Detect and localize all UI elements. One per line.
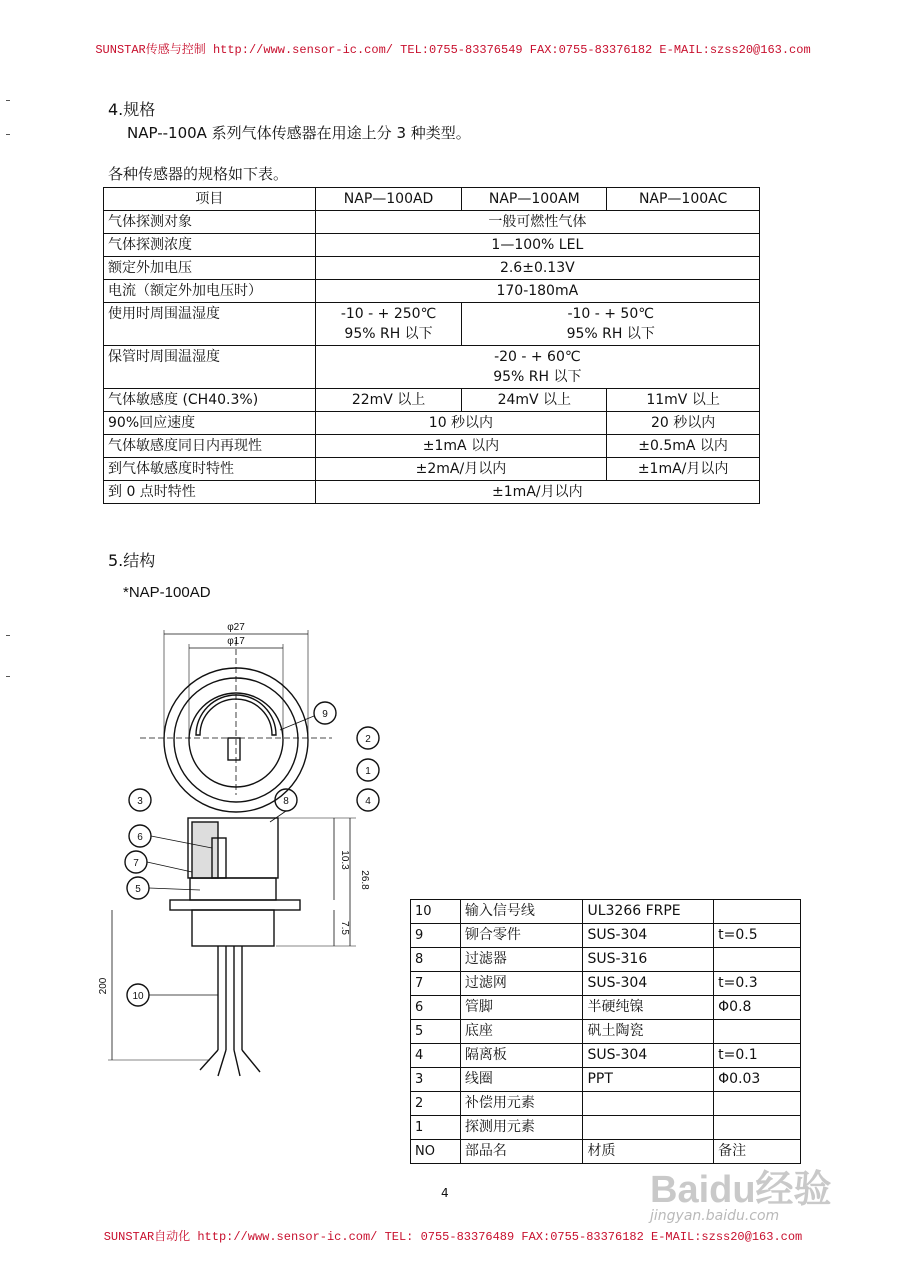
spec-value: 2.6±0.13V — [315, 257, 759, 280]
section-5-title: 5.结构 — [108, 551, 156, 570]
page-footer: SUNSTAR自动化 http://www.sensor-ic.com/ TEL: 0755-83376489 FAX:0755-83376182 E-MAIL:szss20@163.com — [103, 1230, 803, 1244]
spec-value-am: 24mV 以上 — [462, 389, 607, 412]
lower-body — [192, 910, 274, 946]
parts-cell-note: t=0.3 — [714, 972, 801, 996]
spec-row — [104, 412, 760, 435]
spec-header-ad: NAP—100AD — [315, 188, 462, 211]
parts-table — [410, 899, 801, 1164]
spec-value: ±1mA/月以内 — [315, 481, 759, 504]
spec-row — [104, 435, 760, 458]
parts-row — [411, 924, 801, 948]
dim-lead-label: 200 — [98, 977, 109, 995]
spec-row — [104, 211, 760, 234]
spec-row — [104, 481, 760, 504]
parts-cell-name: 过滤网 — [460, 972, 583, 996]
parts-row — [411, 1068, 801, 1092]
parts-cell-no: 1 — [411, 1116, 461, 1140]
section-4-intro: NAP--100A 系列气体传感器在用途上分 3 种类型。 — [127, 124, 471, 142]
parts-cell-material: PPT — [583, 1068, 714, 1092]
parts-row — [411, 948, 801, 972]
parts-cell-no: 6 — [411, 996, 461, 1020]
spec-header-item: 项目 — [104, 188, 316, 211]
parts-cell-no: 9 — [411, 924, 461, 948]
spec-value-line: 95% RH 以下 — [566, 326, 655, 342]
parts-cell-name: 线圈 — [460, 1068, 583, 1092]
parts-cell-note — [714, 1020, 801, 1044]
parts-cell-material: 半硬纯镍 — [583, 996, 714, 1020]
callout-label: 7 — [133, 858, 139, 869]
parts-row — [411, 1020, 801, 1044]
spec-value: 170-180mA — [315, 280, 759, 303]
parts-cell-no: 2 — [411, 1092, 461, 1116]
parts-cell-material: SUS-304 — [583, 1044, 714, 1068]
dim-base-label: 7.5 — [339, 921, 350, 935]
spec-label: 电流（额定外加电压时） — [104, 280, 316, 303]
spec-row — [104, 389, 760, 412]
spec-label: 使用时周围温湿度 — [104, 303, 316, 346]
parts-row — [411, 996, 801, 1020]
page-header: SUNSTAR传感与控制 http://www.sensor-ic.com/ TEL:0755-83376549 FAX:0755-83376182 E-MAIL:szss20@163.com — [95, 43, 811, 57]
parts-cell-material: UL3266 FRPE — [583, 900, 714, 924]
parts-row — [411, 900, 801, 924]
spec-label: 气体探测浓度 — [104, 234, 316, 257]
spec-value-adam: ±2mA/月以内 — [315, 458, 607, 481]
callout-label: 6 — [137, 832, 143, 843]
spec-value-line: 95% RH 以下 — [493, 369, 582, 385]
margin-mark — [6, 134, 10, 135]
model-label: *NAP-100AD — [123, 584, 211, 601]
spec-label: 到气体敏感度时特性 — [104, 458, 316, 481]
parts-cell-no: 8 — [411, 948, 461, 972]
parts-cell-note: t=0.1 — [714, 1044, 801, 1068]
spec-value-line: -10 - + 250℃ — [340, 306, 437, 322]
spec-label: 气体敏感度同日内再现性 — [104, 435, 316, 458]
watermark-logo-text: Baidu经验 — [650, 1169, 832, 1211]
parts-cell-material: SUS-304 — [583, 972, 714, 996]
sensor-structure-diagram — [100, 610, 400, 1170]
lead-ends — [200, 1050, 260, 1076]
page-number: 4 — [441, 1186, 449, 1200]
parts-cell-note: Φ0.8 — [714, 996, 801, 1020]
parts-cell-material: SUS-304 — [583, 924, 714, 948]
parts-cell-material: SUS-316 — [583, 948, 714, 972]
callout-label: 5 — [135, 884, 141, 895]
spec-value-amac — [462, 303, 760, 346]
parts-cell-note: 备注 — [714, 1140, 801, 1164]
parts-cell-name: 输入信号线 — [460, 900, 583, 924]
parts-row — [411, 1092, 801, 1116]
spec-label: 90%回应速度 — [104, 412, 316, 435]
parts-cell-note: Φ0.03 — [714, 1068, 801, 1092]
leader-line — [147, 862, 192, 872]
parts-cell-material: 矾土陶瓷 — [583, 1020, 714, 1044]
margin-mark — [6, 635, 10, 636]
spec-value-ad: 22mV 以上 — [315, 389, 462, 412]
spec-label: 到 0 点时特性 — [104, 481, 316, 504]
margin-mark — [6, 676, 10, 677]
parts-cell-no: NO — [411, 1140, 461, 1164]
spec-value-ac: 11mV 以上 — [607, 389, 760, 412]
callout-label: 2 — [365, 734, 371, 745]
spec-header-row — [104, 188, 760, 211]
spec-value: 一般可燃性气体 — [315, 211, 759, 234]
leader-line — [149, 888, 200, 890]
spec-label: 额定外加电压 — [104, 257, 316, 280]
flange — [170, 900, 300, 910]
parts-cell-name: 探测用元素 — [460, 1116, 583, 1140]
spec-table — [103, 187, 760, 504]
parts-cell-material: 材质 — [583, 1140, 714, 1164]
parts-cell-name: 隔离板 — [460, 1044, 583, 1068]
parts-cell-name: 管脚 — [460, 996, 583, 1020]
spec-value-ac: 20 秒以内 — [607, 412, 760, 435]
parts-cell-note — [714, 1092, 801, 1116]
margin-mark — [6, 100, 10, 101]
parts-row — [411, 1116, 801, 1140]
dim-body-label: 10.3 — [339, 850, 350, 870]
spec-row — [104, 303, 760, 346]
callout-label: 9 — [322, 709, 328, 720]
spec-header-am: NAP—100AM — [462, 188, 607, 211]
dim-outer-label: φ27 — [227, 622, 245, 633]
dim-inner-label: φ17 — [227, 636, 245, 647]
spec-row — [104, 257, 760, 280]
spec-value: 1—100% LEL — [315, 234, 759, 257]
parts-cell-name: 补偿用元素 — [460, 1092, 583, 1116]
section-4-title: 4.规格 — [108, 100, 156, 119]
spec-value-line: 95% RH 以下 — [344, 326, 433, 342]
spec-value-ac: ±1mA/月以内 — [607, 458, 760, 481]
callout-label: 4 — [365, 796, 371, 807]
parts-cell-no: 5 — [411, 1020, 461, 1044]
sensor-element — [228, 738, 240, 760]
callout-label: 8 — [283, 796, 289, 807]
dim-total-label: 26.8 — [359, 870, 370, 890]
spec-value-ac: ±0.5mA 以内 — [607, 435, 760, 458]
parts-row — [411, 1044, 801, 1068]
spec-value-ad — [315, 303, 462, 346]
parts-cell-material — [583, 1116, 714, 1140]
parts-cell-name: 铆合零件 — [460, 924, 583, 948]
parts-cell-name: 过滤器 — [460, 948, 583, 972]
spec-row — [104, 458, 760, 481]
parts-cell-no: 10 — [411, 900, 461, 924]
spec-value-line: -10 - + 50℃ — [567, 306, 654, 322]
spec-row — [104, 346, 760, 389]
spec-value-adam: ±1mA 以内 — [315, 435, 607, 458]
table-caption: 各种传感器的规格如下表。 — [108, 165, 289, 183]
parts-row — [411, 972, 801, 996]
parts-table-body — [411, 900, 801, 1164]
spec-header-ac: NAP—100AC — [607, 188, 760, 211]
parts-cell-no: 4 — [411, 1044, 461, 1068]
base — [190, 878, 276, 900]
spec-value-adam: 10 秒以内 — [315, 412, 607, 435]
parts-cell-note — [714, 948, 801, 972]
spec-row — [104, 280, 760, 303]
spec-row — [104, 234, 760, 257]
parts-cell-note: t=0.5 — [714, 924, 801, 948]
parts-cell-no: 7 — [411, 972, 461, 996]
spec-value — [315, 346, 759, 389]
parts-cell-name: 部品名 — [460, 1140, 583, 1164]
parts-cell-note — [714, 1116, 801, 1140]
parts-cell-no: 3 — [411, 1068, 461, 1092]
watermark-url: jingyan.baidu.com — [650, 1208, 780, 1224]
spec-label: 保管时周围温湿度 — [104, 346, 316, 389]
spec-label: 气体敏感度 (CH40.3%) — [104, 389, 316, 412]
parts-cell-name: 底座 — [460, 1020, 583, 1044]
parts-cell-note — [714, 900, 801, 924]
callout-label: 3 — [137, 796, 143, 807]
callout-label: 1 — [365, 766, 371, 777]
spec-value-line: -20 - + 60℃ — [494, 349, 581, 365]
filter-wall — [192, 822, 218, 878]
spec-label: 气体探测对象 — [104, 211, 316, 234]
callout-label: 10 — [132, 991, 144, 1002]
parts-cell-material — [583, 1092, 714, 1116]
